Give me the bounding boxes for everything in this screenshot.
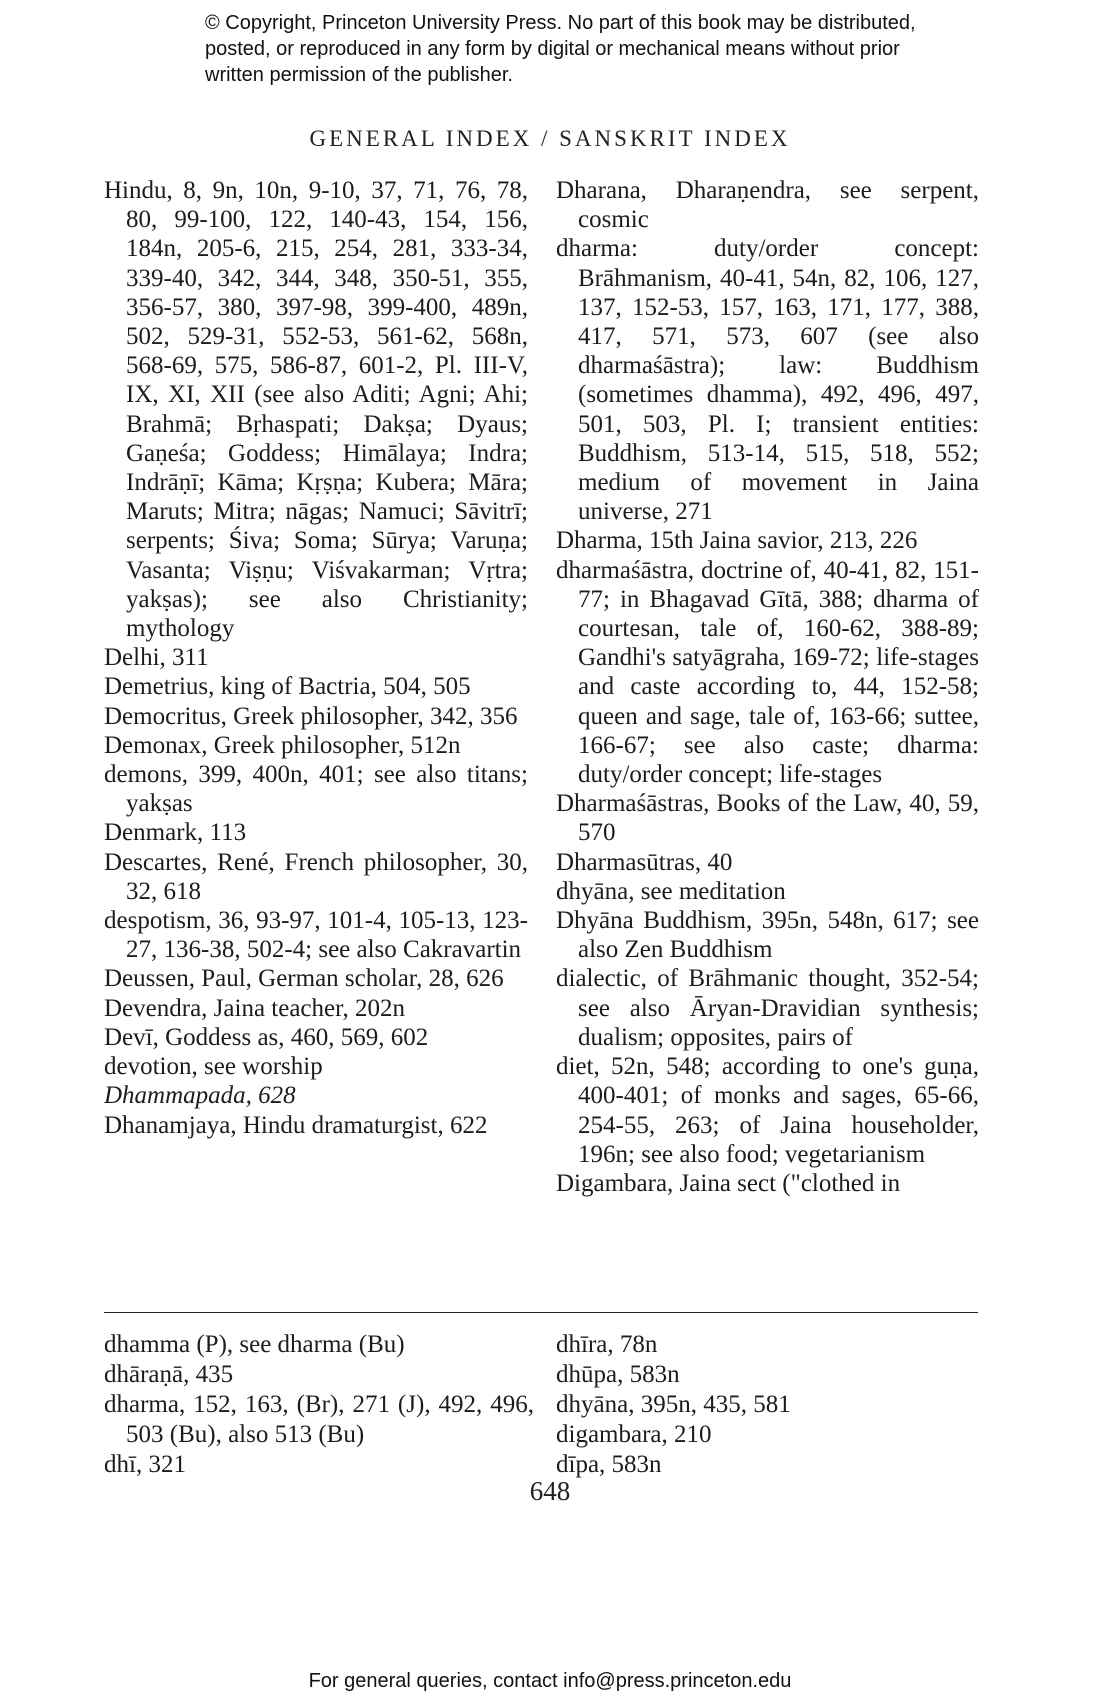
sanskrit-entry: dhūpa, 583n [556,1361,680,1388]
index-entry: Dhanamjaya, Hindu dramaturgist, 622 [104,1111,488,1139]
sanskrit-entry: dhī, 321 [104,1451,186,1478]
sanskrit-entry: dhīra, 78n [556,1331,658,1358]
general-index-left-column [104,176,528,1140]
index-entry: Dharmasūtras, 40 [556,848,733,876]
sanskrit-entry: digambara, 210 [556,1421,712,1448]
index-entry: Deussen, Paul, German scholar, 28, 626 [104,965,504,993]
index-entry: diet, 52n, 548; according to one's guṇa, 400-401; of monks and sages, 65-66, 254-55, 263; of Jaina householder, 196n; see also food; vegetarianism [556,1053,979,1168]
index-entry: dhyāna, see meditation [556,877,786,905]
index-entry: Descartes, René, French philosopher, 30, 32, 618 [104,848,528,905]
index-entry: dharma: duty/order concept: Brāhmanism, 40-41, 54n, 82, 106, 127, 137, 152-53, 157, 163, 171, 177, 388, 417, 571, 573, 607 (see also dharmaśāstra); law: Buddhism (sometimes dhamma), 492, 496, 497, 501, 503, Pl. I; transient entities: Buddhism, 513-14, 515, 518, 552; medium of movement in Jaina universe, 271 [556,235,979,526]
sanskrit-entry: dhyāna, 395n, 435, 581 [556,1391,791,1418]
index-entry: Devī, Goddess as, 460, 569, 602 [104,1023,429,1051]
index-entry: Dhammapada, 628 [104,1082,296,1110]
index-entry: Democritus, Greek philosopher, 342, 356 [104,702,518,730]
index-entry: Dharma, 15th Jaina savior, 213, 226 [556,527,918,555]
sanskrit-entry: dhāraṇā, 435 [104,1361,234,1388]
index-entry: Devendra, Jaina teacher, 202n [104,994,405,1022]
index-entry: Dharana, Dharaṇendra, see serpent, cosmic [556,177,979,234]
index-entry: despotism, 36, 93-97, 101-4, 105-13, 123-27, 136-38, 502-4; see also Cakravartin [104,907,528,964]
index-entry: dharmaśāstra, doctrine of, 40-41, 82, 151-77; in Bhagavad Gītā, 388; dharma of courtesan, tale of, 160-62, 388-89; Gandhi's satyāgraha, 169-72; life-stages and caste according to, 44, 152-58; queen and sage, tale of, 163-66; suttee, 166-67; see also caste; dharma: duty/order concept; life-stages [556,556,979,789]
sanskrit-entry: dharma, 152, 163, (Br), 271 (J), 492, 496, 503 (Bu), also 513 (Bu) [104,1391,534,1448]
index-entry: demons, 399, 400n, 401; see also titans; yakṣas [104,761,528,818]
index-entry: Hindu, 8, 9n, 10n, 9-10, 37, 71, 76, 78, 80, 99-100, 122, 140-43, 154, 156, 184n, 205-6, 215, 254, 281, 333-34, 339-40, 342, 344, 348, 350-51, 355, 356-57, 380, 397-98, 399-400, 489n, 502, 529-31, 552-53, 561-62, 568n, 568-69, 575, 586-87, 601-2, Pl. III-V, IX, XI, XII (see also Aditi; Agni; Ahi; Brahmā; Bṛhaspati; Dakṣa; Dyaus; Gaṇeśa; Goddess; Himālaya; Indra; Indrāṇī; Kāma; Kṛṣṇa; Kubera; Māra; Maruts; Mitra; nāgas; Namuci; Sāvitrī; serpents; Śiva; Soma; Sūrya; Varuṇa; Vasanta; Viṣṇu; Viśvakarman; Vṛtra; yakṣas); see also Christianity; mythology [104,177,528,643]
index-entry: Dharmaśāstras, Books of the Law, 40, 59, 570 [556,790,979,847]
index-entry: devotion, see worship [104,1053,323,1081]
index-entry: dialectic, of Brāhmanic thought, 352-54; see also Āryan-Dravidian synthesis; dualism; opposites, pairs of [556,965,979,1051]
sanskrit-entry: dīpa, 583n [556,1451,662,1478]
sanskrit-index-right-column [556,1330,976,1480]
index-entry: Digambara, Jaina sect ("clothed in [556,1169,901,1197]
index-entry: Delhi, 311 [104,644,209,672]
copyright-notice: © Copyright, Princeton University Press. No part of this book may be distributed, posted, or reproduced in any form by digital or mechanical means without prior written permission of the publisher. [205,12,916,86]
sanskrit-index-left-column [104,1330,534,1480]
section-divider [104,1312,978,1313]
index-entry: Dhyāna Buddhism, 395n, 548n, 617; see also Zen Buddhism [556,907,979,964]
index-entry: Denmark, 113 [104,819,247,847]
page-number: 648 [529,1476,571,1506]
sanskrit-entry: dhamma (P), see dharma (Bu) [104,1331,405,1358]
general-index-right-column [556,176,979,1198]
index-entry: Demetrius, king of Bactria, 504, 505 [104,673,471,701]
running-head: GENERAL INDEX / SANSKRIT INDEX [309,126,791,151]
index-entry: Demonax, Greek philosopher, 512n [104,731,461,759]
footer-contact: For general queries, contact info@press.princeton.edu [308,1670,792,1692]
